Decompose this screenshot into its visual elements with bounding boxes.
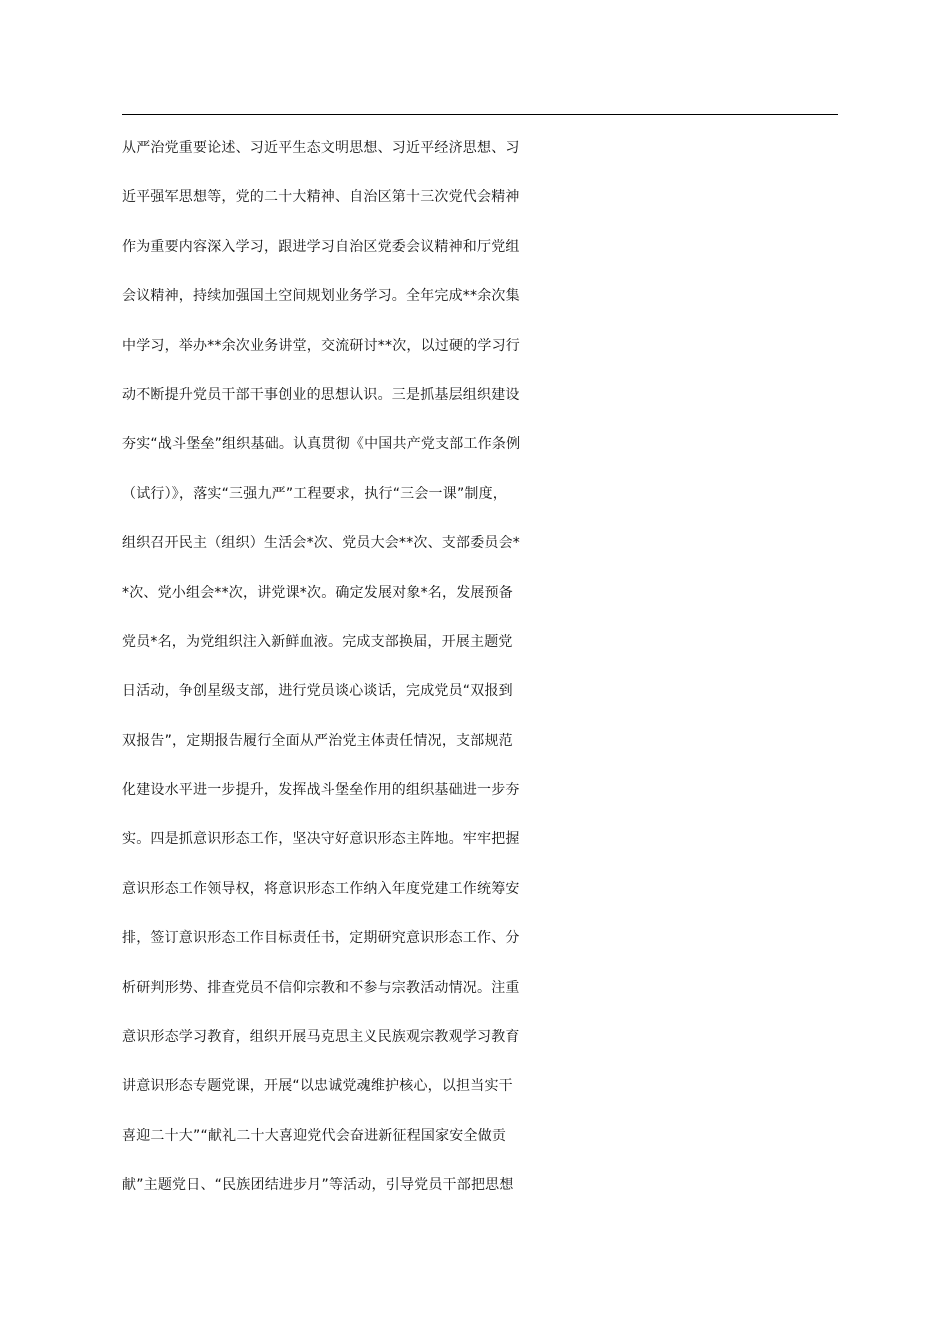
text-line: 双报告”，定期报告履行全面从严治党主体责任情况，支部规范 — [122, 732, 513, 749]
text-line: 日活动，争创星级支部，进行党员谈心谈话，完成党员“双报到 — [122, 683, 513, 700]
text-line: 化建设水平进一步提升，发挥战斗堡垒作用的组织基础进一步夯 — [122, 782, 520, 799]
text-line: 动不断提升党员干部干事创业的思想认识。三是抓基层组织建设 — [122, 386, 520, 403]
header-rule — [122, 114, 838, 115]
text-line: 意识形态学习教育，组织开展马克思主义民族观宗教观学习教育 — [122, 1029, 520, 1046]
text-line: （试行）》，落实“三强九严”工程要求，执行“三会一课”制度， — [122, 485, 508, 502]
text-line: 近平强军思想等，党的二十大精神、自治区第十三次党代会精神 — [122, 189, 520, 206]
text-line: 会议精神，持续加强国土空间规划业务学习。全年完成**余次集 — [122, 288, 520, 305]
text-line: 中学习，举办**余次业务讲堂，交流研讨**次，以过硬的学习行 — [122, 337, 520, 354]
text-line: 喜迎二十大”“献礼二十大喜迎党代会奋进新征程国家安全做贡 — [122, 1127, 507, 1144]
text-line: 讲意识形态专题党课，开展“以忠诚党魂维护核心，以担当实干 — [122, 1078, 513, 1095]
text-line: 排，签订意识形态工作目标责任书，定期研究意识形态工作、分 — [122, 930, 520, 947]
text-line: *次、党小组会**次，讲党课*次。确定发展对象*名，发展预备 — [122, 584, 513, 601]
text-line: 组织召开民主（组织）生活会*次、党员大会**次、支部委员会* — [122, 535, 520, 552]
text-line: 析研判形势、排查党员不信仰宗教和不参与宗教活动情况。注重 — [122, 979, 520, 996]
text-line: 作为重要内容深入学习，跟进学习自治区党委会议精神和厅党组 — [122, 238, 520, 255]
text-line: 意识形态工作领导权，将意识形态工作纳入年度党建工作统筹安 — [122, 880, 520, 897]
text-line: 夯实“战斗堡垒”组织基础。认真贯彻《中国共产党支部工作条例 — [122, 436, 521, 453]
text-line: 实。四是抓意识形态工作，坚决守好意识形态主阵地。牢牢把握 — [122, 831, 520, 848]
body-paragraph — [122, 124, 842, 1211]
text-line: 党员*名，为党组织注入新鲜血液。完成支部换届，开展主题党 — [122, 633, 513, 650]
text-line: 从严治党重要论述、习近平生态文明思想、习近平经济思想、习 — [122, 140, 520, 156]
text-line: 献”主题党日、“民族团结进步月”等活动，引导党员干部把思想 — [122, 1177, 514, 1194]
